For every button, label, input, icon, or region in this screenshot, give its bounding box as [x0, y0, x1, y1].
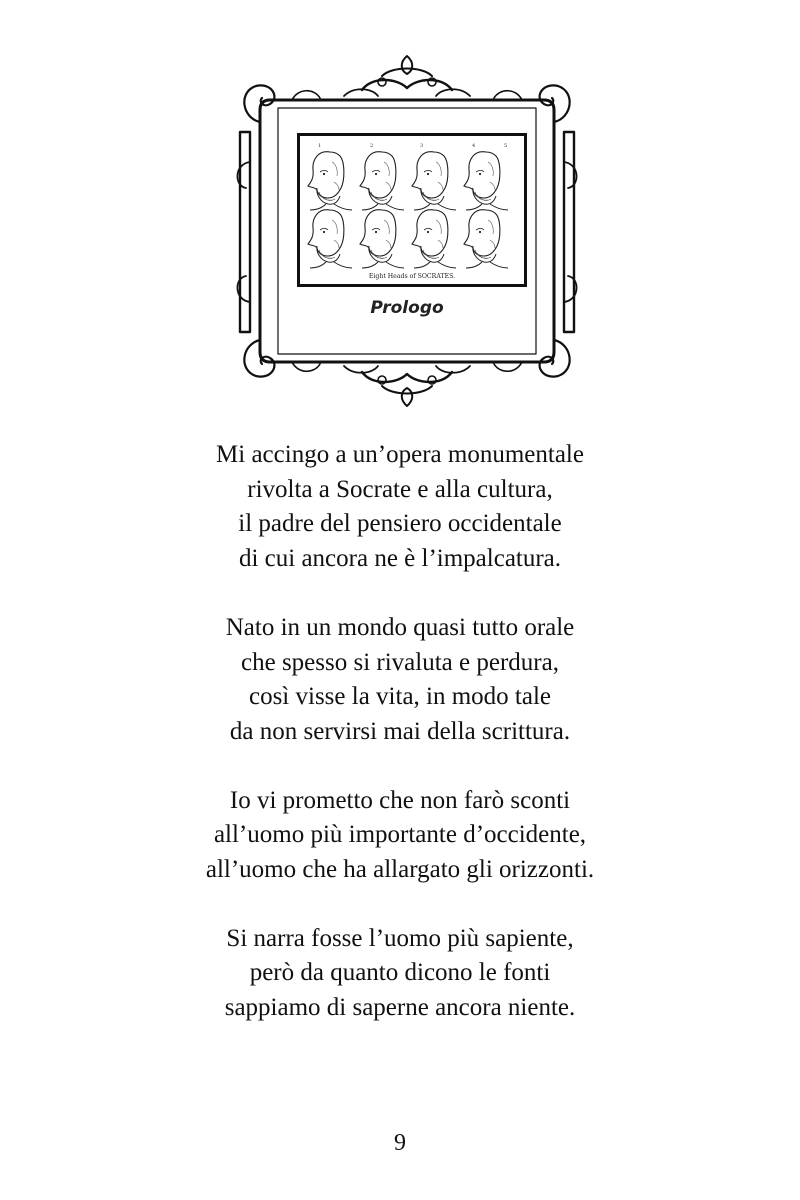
stanza — [0, 611, 800, 750]
socrates-engraving — [297, 133, 527, 287]
verse-line: rivolta a Socrate e alla cultura, — [247, 475, 553, 503]
page-number: 9 — [394, 1130, 406, 1156]
verse-line: Nato in un mondo quasi tutto orale — [225, 613, 575, 641]
verse-line: di cui ancora ne è l’impalcatura. — [238, 545, 562, 573]
verse-line: Si narra fosse l’uomo più sapiente, — [226, 924, 574, 952]
verse-line: Mi accingo a un’opera monumentale — [216, 441, 584, 468]
engraving-label: 1 — [318, 143, 322, 149]
engraving-label: 5 — [504, 143, 508, 149]
verse-line: però da quanto dicono le fonti — [249, 959, 551, 987]
verse-line: da non servirsi mai della scrittura. — [229, 717, 571, 745]
engraving-label: 2 — [370, 143, 374, 149]
verse-line: all’uomo più importante d’occidente, — [213, 821, 587, 849]
verse-line: all’uomo che ha allargato gli orizzonti. — [205, 856, 595, 884]
stanza — [0, 922, 800, 1026]
engraving-label: 3 — [420, 143, 424, 149]
chapter-title: Prologo — [370, 298, 444, 318]
poem — [0, 438, 800, 1060]
engraving-caption: Eight Heads of SOCRATES. — [368, 273, 456, 280]
verse-line: che spesso si rivaluta e perdura, — [241, 648, 559, 676]
verse-line: Io vi prometto che non farò sconti — [229, 786, 571, 814]
verse-line: il padre del pensiero occidentale — [238, 510, 562, 538]
verse-line: sappiamo di saperne ancora niente. — [224, 994, 576, 1022]
verse-line: così visse la vita, in modo tale — [248, 683, 552, 711]
stanza — [0, 438, 800, 577]
stanza — [0, 784, 800, 888]
engraving-label: 4 — [472, 143, 476, 149]
